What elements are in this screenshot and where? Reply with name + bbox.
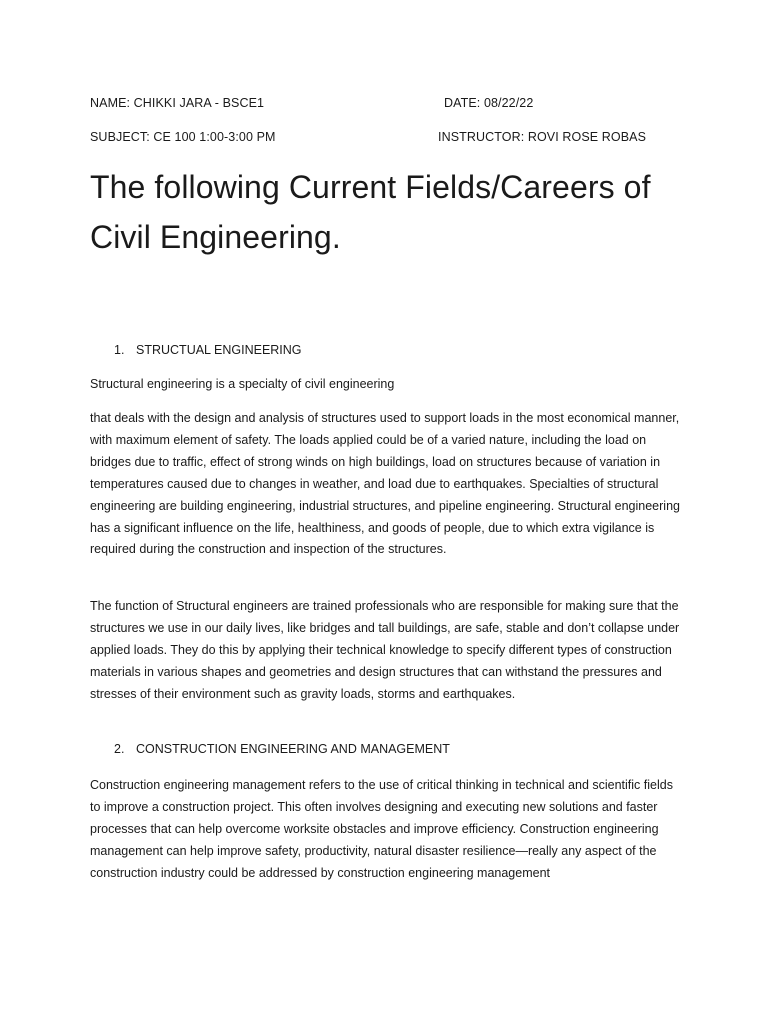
section-heading-text: CONSTRUCTION ENGINEERING AND MANAGEMENT (136, 742, 450, 756)
section-heading-1 (114, 342, 302, 358)
section-heading-text: STRUCTUAL ENGINEERING (136, 343, 302, 357)
paragraph: Structural engineering is a specialty of civil engineering (90, 377, 395, 391)
section-heading-2 (114, 741, 450, 757)
document-title: The following Current Fields/Careers of Civil Engineering. (90, 169, 651, 255)
paragraph: that deals with the design and analysis of structures used to support loads in the most economical manner, with maximum element of safety. The loads applied could be of a varied nature, including the load on bridges due to traffic, effect of strong winds on high buildings, load on structures because of variation in temperatures caused due to changes in weather, and load due to earthquakes. Specialties of structural engineering are building engineering, industrial structures, and pipeline engineering. Structural engineering has a significant influence on the life, healthiness, and goods of people, due to which extra vigilance is required during the construction and inspection of the structures. (90, 411, 680, 557)
document-date: DATE: 08/22/22 (444, 96, 534, 110)
student-name: NAME: CHIKKI JARA - BSCE1 (90, 96, 265, 110)
paragraph: Construction engineering management refers to the use of critical thinking in technical and scientific fields to improve a construction project. This often involves designing and executing new solutions and faster processes that can help overcome worksite obstacles and improve efficiency. Construction engineering management can help improve safety, productivity, natural disaster resilience—really any aspect of the construction industry could be addressed by construction engineering management (90, 778, 673, 880)
subject-line: SUBJECT: CE 100 1:00-3:00 PM (90, 130, 276, 144)
paragraph: The function of Structural engineers are trained professionals who are responsible for making sure that the structures we use in our daily lives, like bridges and tall buildings, are safe, stable and don’t collapse under applied loads. They do this by applying their technical knowledge to specify different types of construction materials in various shapes and geometries and design structures that can withstand the pressures and stresses of their environment such as gravity loads, storms and earthquakes. (90, 599, 680, 701)
section-number: 2. (114, 742, 125, 756)
section-number: 1. (114, 343, 125, 357)
instructor-line: INSTRUCTOR: ROVI ROSE ROBAS (438, 130, 647, 144)
